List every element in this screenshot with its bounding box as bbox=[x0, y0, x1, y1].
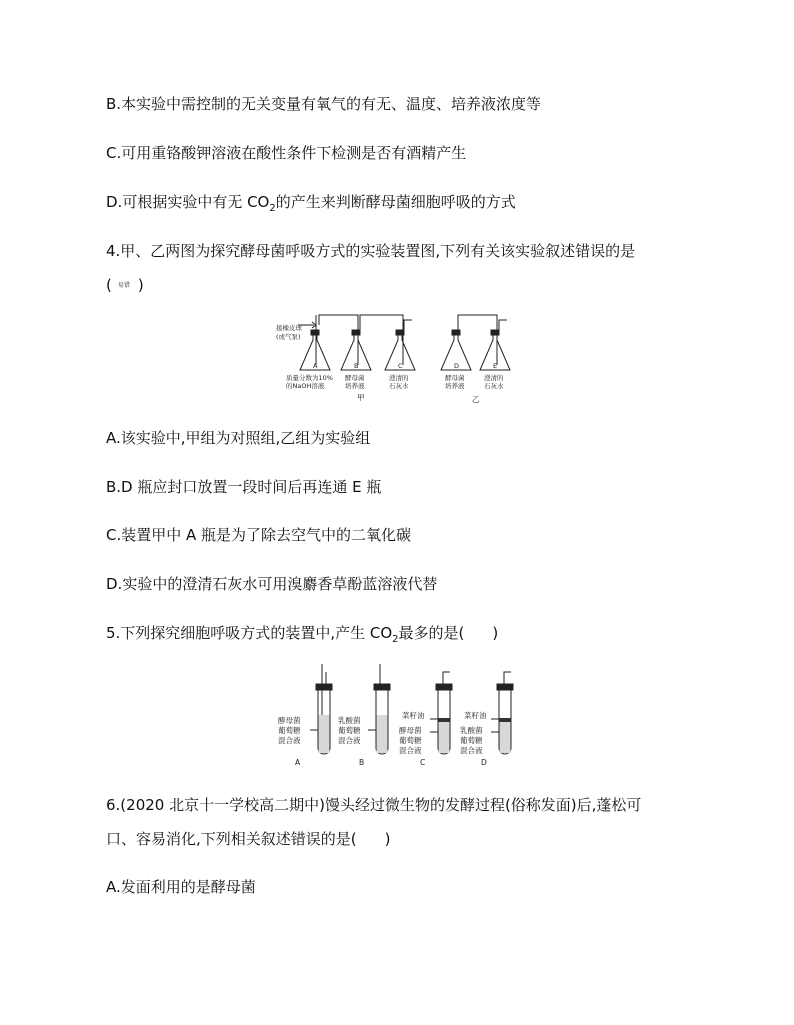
q6-stem-line1: 6.(2020 北京十一学校高二期中)馒头经过微生物的发酵过程(俗称发面)后,蓬松可 bbox=[106, 796, 642, 814]
q4-option-a: A.该实验中,甲组为对照组,乙组为实验组 bbox=[106, 429, 371, 447]
flask-desc: 的NaOH溶液 bbox=[286, 382, 325, 390]
error-prone-tag: 易错 bbox=[117, 281, 130, 289]
flask-desc: 质量分数为10% bbox=[286, 374, 333, 382]
q5-stem bbox=[106, 623, 498, 650]
q4-answer-paren bbox=[106, 275, 144, 296]
flask-desc: 培养液 bbox=[345, 382, 365, 390]
liquid bbox=[319, 715, 330, 753]
stopper bbox=[436, 684, 452, 690]
pump-label-2: (或气泵) bbox=[276, 333, 301, 341]
q4-stem: 4.甲、乙两图为探究酵母菌呼吸方式的实验装置图,下列有关该实验叙述错误的是 bbox=[106, 242, 636, 260]
connector-tube bbox=[458, 315, 497, 365]
tube-label: 葡萄糖 bbox=[278, 726, 301, 735]
tube-label: 混合液 bbox=[460, 746, 483, 755]
outlet-tube bbox=[499, 320, 507, 332]
connector-tube bbox=[360, 315, 403, 365]
q3-option-c: C.可用重铬酸钾溶液在酸性条件下检测是否有酒精产生 bbox=[106, 144, 467, 162]
flask-desc: 培养液 bbox=[445, 382, 465, 390]
paren-close: ) bbox=[137, 276, 144, 294]
tube-label: 葡萄糖 bbox=[460, 736, 483, 745]
q5-tubes-figure bbox=[272, 660, 522, 770]
tube-letter: A bbox=[295, 758, 301, 767]
flask-letter: B bbox=[354, 362, 359, 370]
flask-desc: 澄清的 bbox=[389, 374, 409, 382]
q4-option-b: B.D 瓶应封口放置一段时间后再连通 E 瓶 bbox=[106, 478, 382, 496]
paren-close: ) bbox=[492, 624, 499, 642]
tube-letter: C bbox=[420, 758, 426, 767]
flask-letter: C bbox=[398, 362, 403, 370]
pump-label-1: 接橡皮球 bbox=[276, 324, 302, 332]
stopper bbox=[497, 684, 513, 690]
oil-layer bbox=[439, 718, 450, 722]
stopper bbox=[452, 330, 460, 335]
liquid bbox=[500, 722, 511, 753]
q3-option-b: B.本实验中需控制的无关变量有氧气的有无、温度、培养液浓度等 bbox=[106, 95, 542, 113]
flask-letter: A bbox=[313, 362, 318, 370]
group-label-yi: 乙 bbox=[472, 395, 480, 404]
flask-letter: D bbox=[454, 362, 460, 370]
oil-label: 菜籽油 bbox=[402, 711, 425, 720]
oil-layer bbox=[500, 718, 511, 722]
liquid bbox=[439, 722, 450, 753]
flask-letter: E bbox=[493, 362, 498, 370]
q4-option-d: D.实验中的澄清石灰水可用溴麝香草酚蓝溶液代替 bbox=[106, 575, 438, 593]
q5-stem-text: 5.下列探究细胞呼吸方式的装置中,产生 CO bbox=[106, 624, 393, 642]
tube-letter: B bbox=[359, 758, 365, 767]
q4-option-c: C.装置甲中 A 瓶是为了除去空气中的二氧化碳 bbox=[106, 526, 412, 544]
tube-label: 乳酸菌 bbox=[460, 726, 483, 735]
q6-stem-text: 口、容易消化,下列相关叙述错误的是( bbox=[106, 830, 357, 848]
liquid bbox=[377, 715, 388, 753]
flask-desc: 澄清的 bbox=[484, 374, 504, 382]
q6-option-a: A.发面利用的是酵母菌 bbox=[106, 878, 256, 896]
paren-close: ) bbox=[384, 830, 391, 848]
q3-option-d bbox=[106, 192, 516, 219]
flask-desc: 石灰水 bbox=[389, 382, 409, 390]
paren-open: ( bbox=[106, 276, 112, 294]
stopper bbox=[374, 684, 390, 690]
flask-desc: 酵母菌 bbox=[345, 374, 365, 382]
stopper bbox=[352, 330, 360, 335]
stopper bbox=[311, 330, 319, 335]
tube-label: 混合液 bbox=[278, 736, 301, 745]
q3-option-d-text: D.可根据实验中有无 CO bbox=[106, 193, 270, 211]
tube-label: 混合液 bbox=[338, 736, 361, 745]
tube-label: 葡萄糖 bbox=[399, 736, 422, 745]
tube-label: 酵母菌 bbox=[399, 726, 422, 735]
stopper bbox=[396, 330, 404, 335]
q4-apparatus-figure bbox=[272, 310, 532, 405]
q5-stem-text-end: 最多的是( bbox=[398, 624, 465, 642]
q3-option-d-text-end: 的产生来判断酵母菌细胞呼吸的方式 bbox=[275, 193, 516, 211]
flask-desc: 酵母菌 bbox=[445, 374, 465, 382]
tube-label: 混合液 bbox=[399, 746, 422, 755]
stopper bbox=[316, 684, 332, 690]
tube-label: 葡萄糖 bbox=[338, 726, 361, 735]
oil-label: 菜籽油 bbox=[464, 711, 487, 720]
tube-label: 乳酸菌 bbox=[338, 716, 361, 725]
outlet-tube bbox=[404, 320, 412, 332]
q6-stem-line2 bbox=[106, 829, 390, 849]
tube-letter: D bbox=[481, 758, 487, 767]
group-label-jia: 甲 bbox=[357, 393, 365, 402]
subscript: 2 bbox=[269, 203, 276, 214]
subscript: 2 bbox=[392, 634, 399, 645]
tube-label: 酵母菌 bbox=[278, 716, 301, 725]
stopper bbox=[491, 330, 499, 335]
flask-desc: 石灰水 bbox=[484, 382, 504, 390]
